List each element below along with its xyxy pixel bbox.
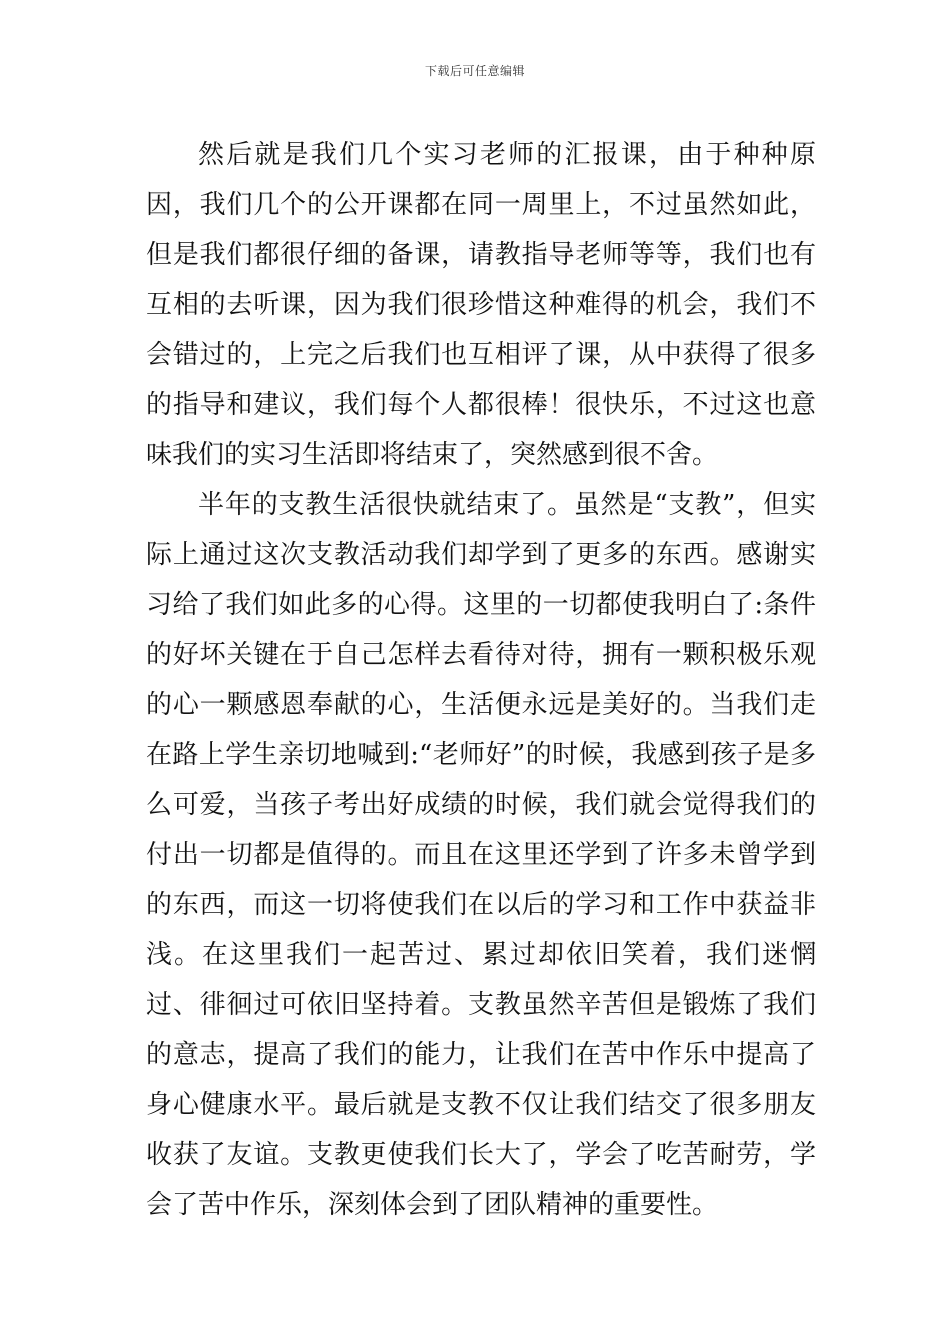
header-note: 下载后可任意编辑 bbox=[424, 64, 525, 78]
paragraph-1: 然后就是我们几个实习老师的汇报课，由于种种原因，我们几个的公开课都在同一周里上，不过虽然如此，但是我们都很仔细的备课，请教指导老师等等，我们也有互相的去听课，因为我们很珍惜这种难得的机会，我们不会错过的，上完之后我们也互相评了课，从中获得了很多的指导和建议，我们每个人都很棒！很快乐，不过这也意味我们的实习生活即将结束了，突然感到很不舍。 bbox=[146, 140, 816, 470]
body-text bbox=[146, 130, 816, 1230]
paragraph-2: 半年的支教生活很快就结束了。虽然是“支教”，但实际上通过这次支教活动我们却学到了更多的东西。感谢实习给了我们如此多的心得。这里的一切都使我明白了:条件的好坏关键在于自己怎样去看待对待，拥有一颗积极乐观的心一颗感恩奉献的心，生活便永远是美好的。当我们走在路上学生亲切地喊到:“老师好”的时候，我感到孩子是多么可爱，当孩子考出好成绩的时候，我们就会觉得我们的付出一切都是值得的。而且在这里还学到了许多未曾学到的东西，而这一切将使我们在以后的学习和工作中获益非浅。在这里我们一起苦过、累过却依旧笑着，我们迷惘过、徘徊过可依旧坚持着。支教虽然辛苦但是锻炼了我们的意志，提高了我们的能力，让我们在苦中作乐中提高了身心健康水平。最后就是支教不仅让我们结交了很多朋友收获了友谊。支教更使我们长大了，学会了吃苦耐劳，学会了苦中作乐，深刻体会到了团队精神的重要性。 bbox=[146, 490, 816, 1220]
